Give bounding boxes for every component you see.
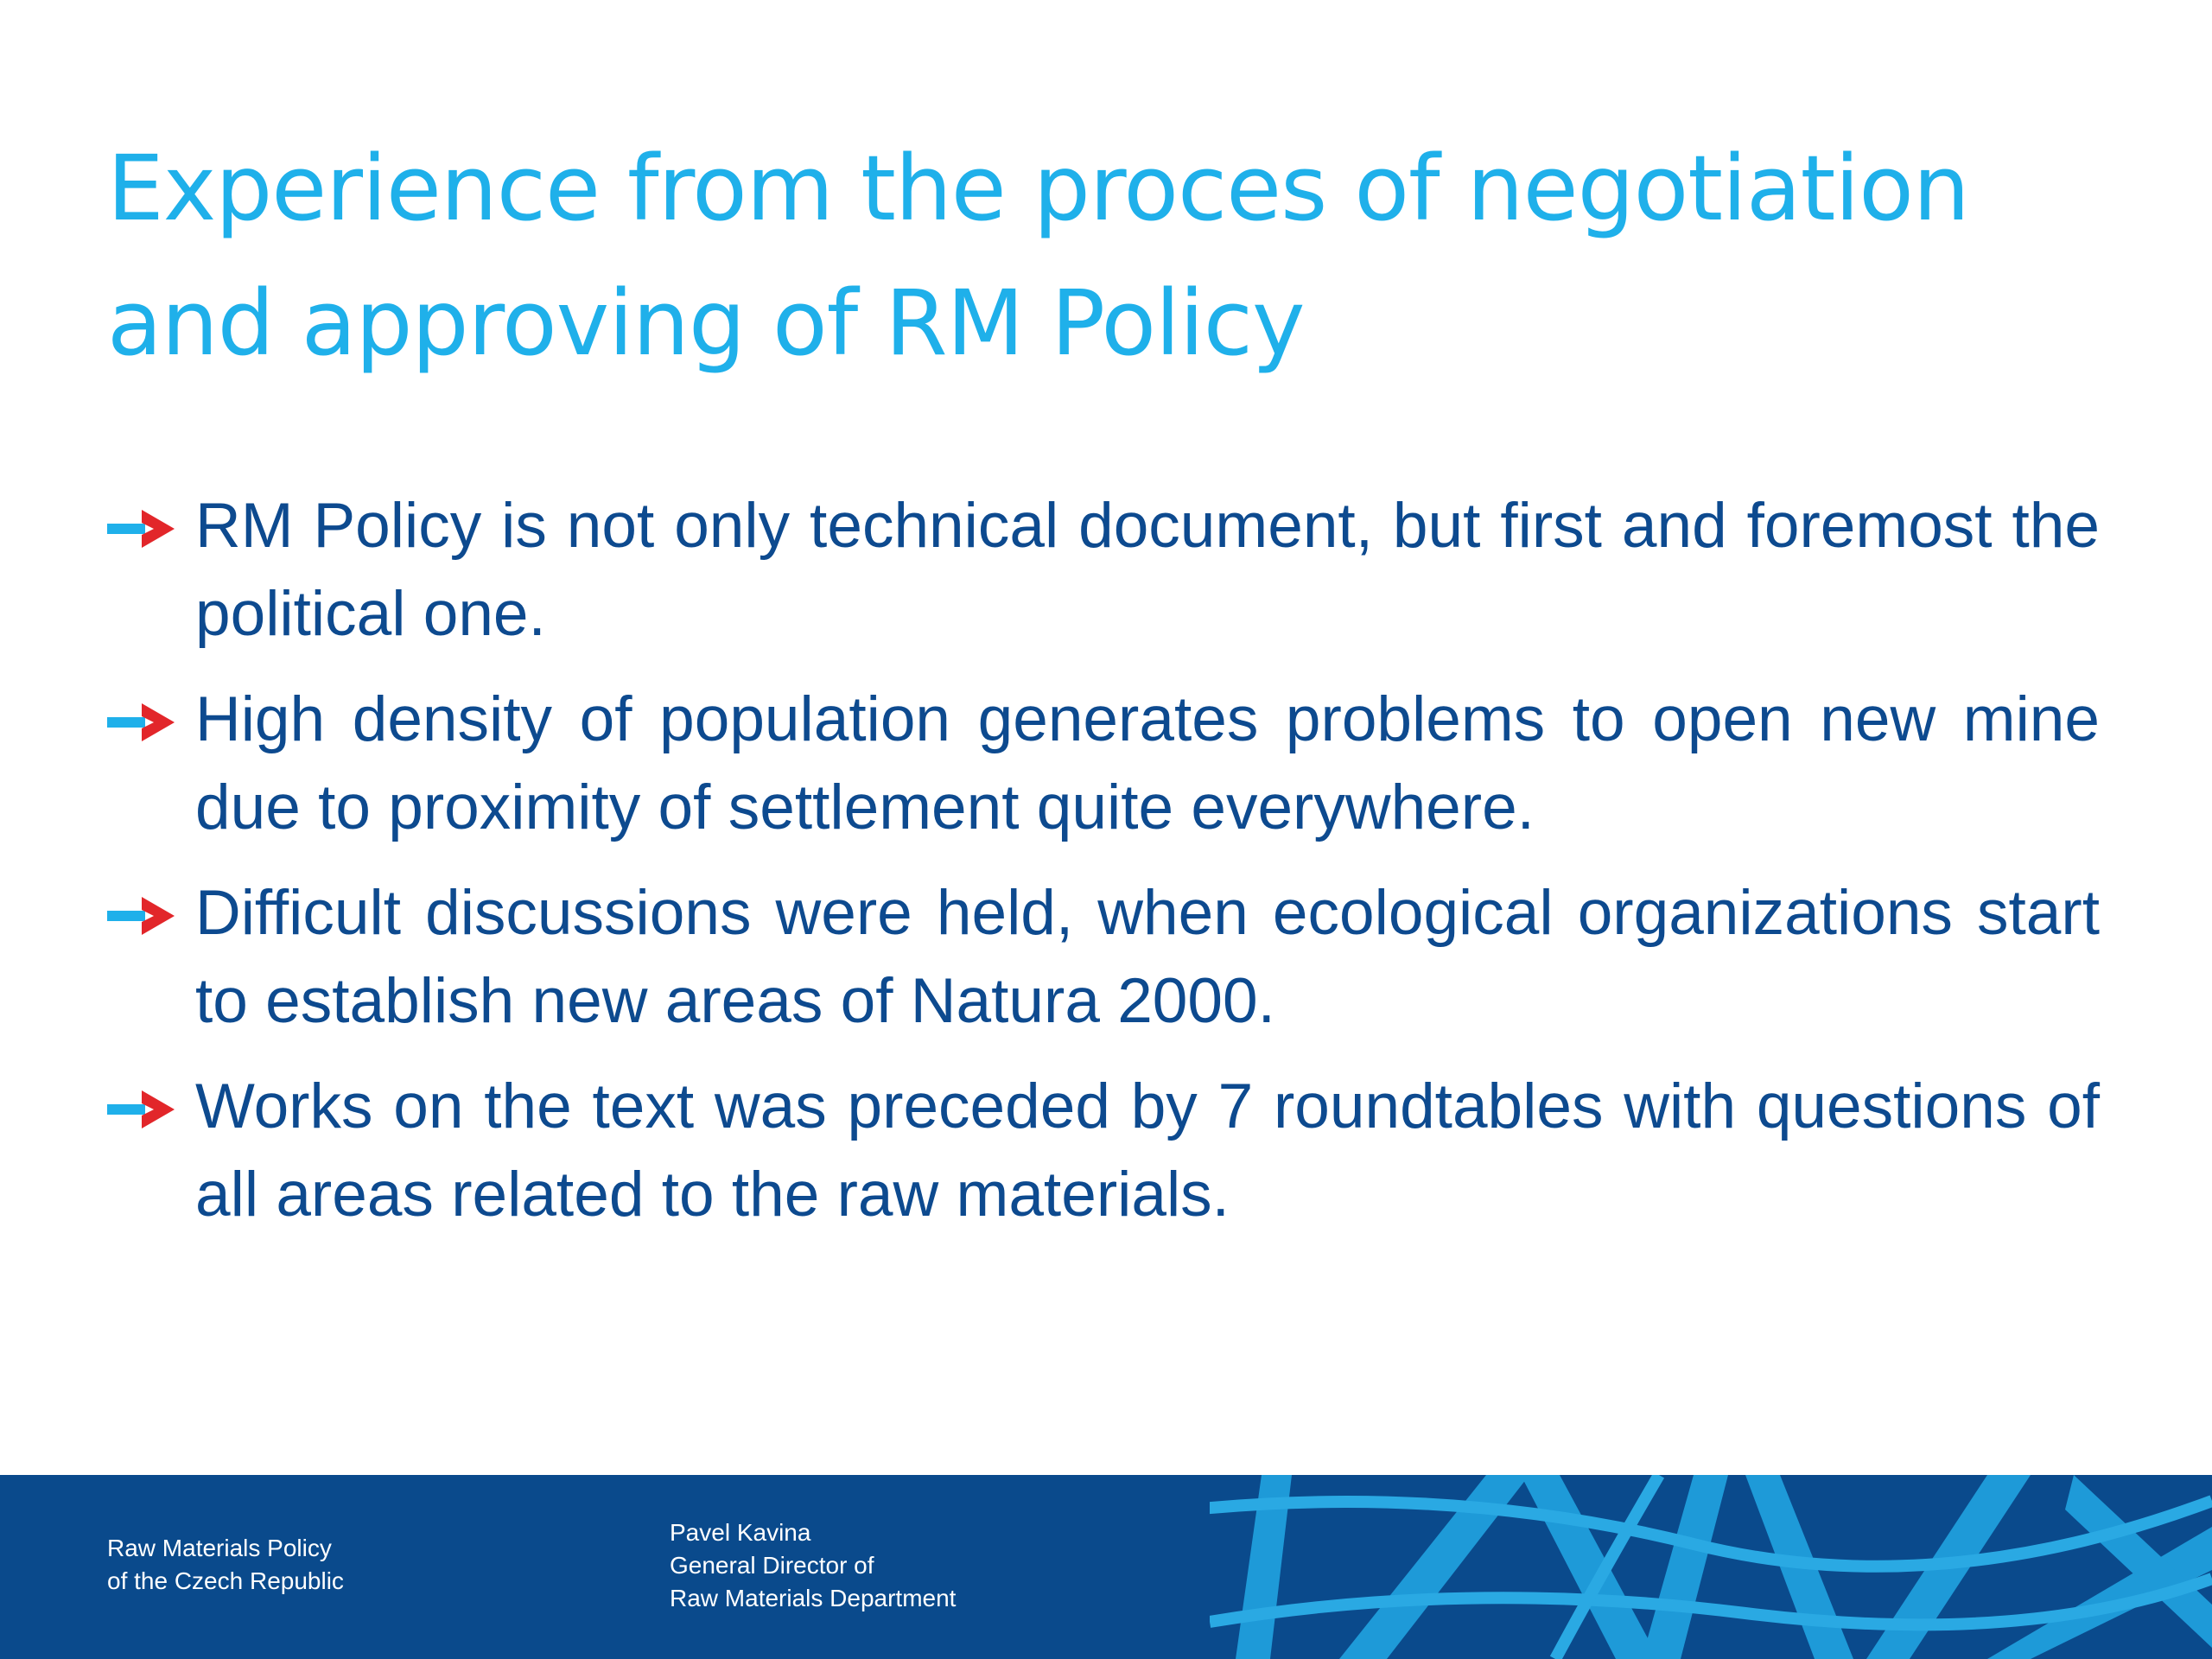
bullet-list — [107, 482, 2100, 1256]
arrow-right-icon — [107, 1089, 176, 1130]
footer-author-block — [670, 1516, 956, 1615]
bullet-text: High density of population generates problems to open new mine due to proximity of settlement quite everywhere. — [195, 684, 2100, 842]
slide-title: Experience from the proces of negotiation and approving of RM Policy — [107, 136, 1969, 376]
arrow-right-icon — [107, 508, 176, 550]
footer-author: Pavel Kavina — [670, 1519, 811, 1546]
arrow-right-icon — [107, 702, 176, 743]
footer-role: General Director of — [670, 1552, 874, 1579]
footer-line: of the Czech Republic — [107, 1567, 344, 1594]
footer-bar — [0, 1475, 2212, 1659]
bullet-text: RM Policy is not only technical document, but first and foremost the political one. — [195, 491, 2100, 649]
bullet-item — [107, 1063, 2100, 1239]
footer-role: Raw Materials Department — [670, 1585, 957, 1611]
decorative-pattern — [1210, 1475, 2212, 1659]
bullet-item — [107, 869, 2100, 1046]
bullet-text: Works on the text was preceded by 7 roundtables with questions of all areas related to the raw materials. — [195, 1071, 2100, 1230]
footer-line: Raw Materials Policy — [107, 1535, 332, 1561]
bullet-item — [107, 482, 2100, 658]
bullet-item — [107, 676, 2100, 852]
arrow-right-icon — [107, 895, 176, 937]
bullet-text: Difficult discussions were held, when ecological organizations start to establish new areas of Natura 2000. — [195, 878, 2100, 1036]
footer-policy-name — [107, 1532, 344, 1598]
